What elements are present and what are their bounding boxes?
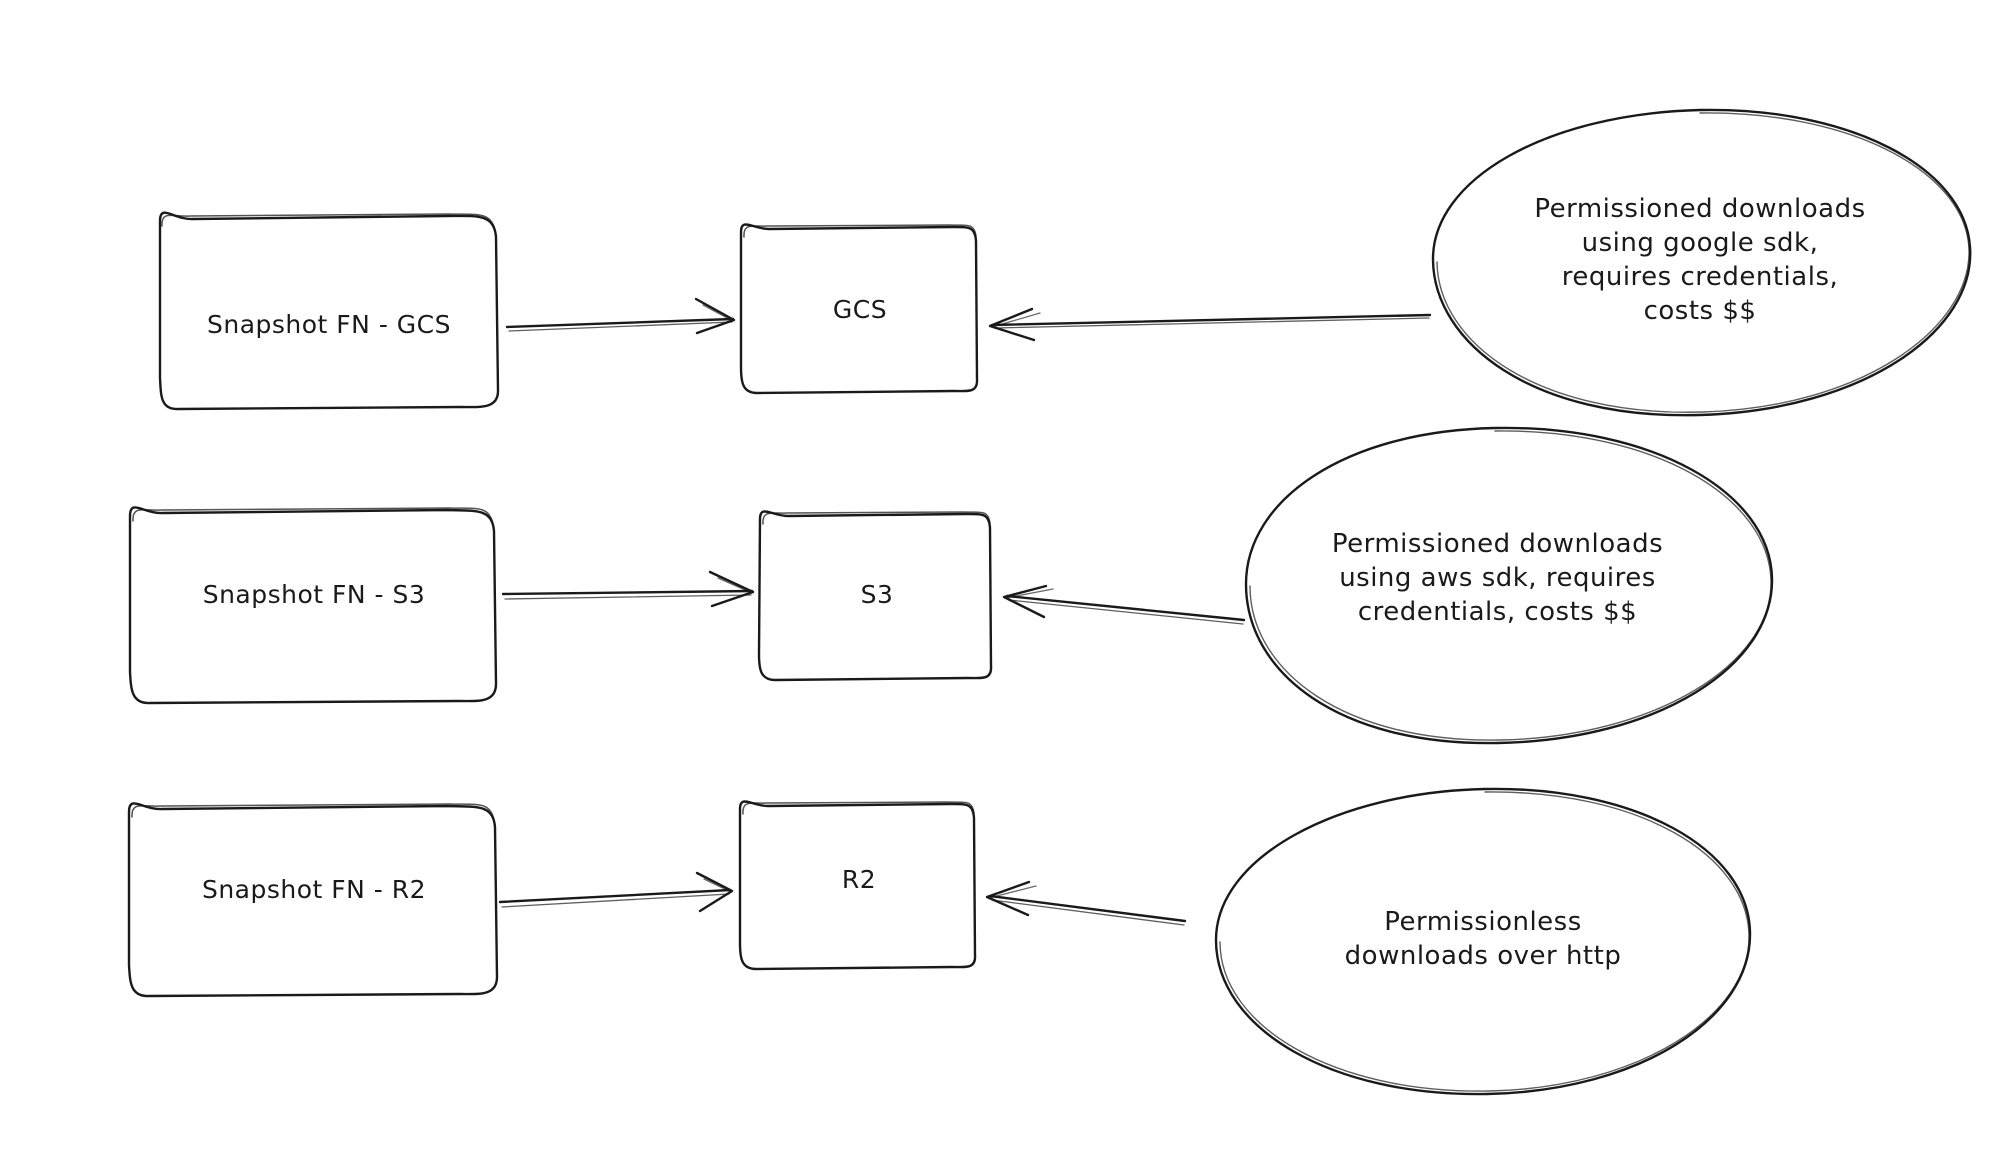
arrow-snapshot-fn-gcs-to-gcs	[507, 299, 734, 333]
node-label-r2: R2	[841, 865, 877, 894]
note-line: Permissionless	[1384, 907, 1582, 937]
node-snapshot-fn-gcs[interactable]	[160, 213, 498, 409]
note-r2[interactable]	[1216, 789, 1750, 1094]
note-line: costs $$	[1643, 296, 1757, 326]
note-line: Permissioned downloads	[1534, 194, 1866, 224]
note-line: requires credentials,	[1561, 262, 1839, 292]
node-s3[interactable]	[759, 511, 991, 680]
node-snapshot-fn-s3[interactable]	[130, 507, 496, 703]
node-label-snapshot-fn-gcs: Snapshot FN - GCS	[206, 310, 451, 339]
arrow-note-r2-to-r2	[987, 882, 1185, 925]
node-r2[interactable]	[740, 801, 975, 969]
node-label-snapshot-fn-r2: Snapshot FN - R2	[201, 875, 427, 904]
note-gcs[interactable]	[1433, 110, 1970, 415]
node-label-snapshot-fn-s3: Snapshot FN - S3	[202, 580, 426, 609]
note-s3[interactable]	[1246, 428, 1772, 743]
arrow-snapshot-fn-s3-to-s3	[503, 572, 753, 606]
arrow-snapshot-fn-r2-to-r2	[500, 873, 732, 911]
node-snapshot-fn-r2[interactable]	[129, 803, 497, 996]
note-line: using google sdk,	[1581, 228, 1819, 258]
node-label-s3: S3	[860, 580, 894, 609]
node-label-gcs: GCS	[832, 295, 888, 324]
arrow-note-gcs-to-gcs	[990, 309, 1430, 340]
arrow-note-s3-to-s3	[1004, 586, 1244, 624]
note-line: Permissioned downloads	[1331, 529, 1664, 559]
node-gcs[interactable]	[741, 224, 977, 393]
note-line: credentials, costs $$	[1357, 597, 1638, 627]
note-line: using aws sdk, requires	[1339, 563, 1656, 593]
note-line: downloads over http	[1344, 941, 1622, 971]
